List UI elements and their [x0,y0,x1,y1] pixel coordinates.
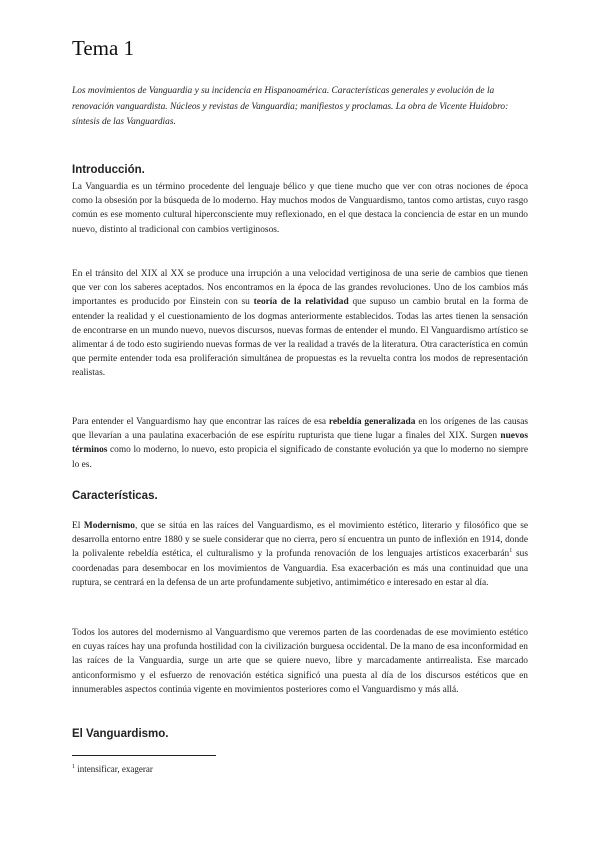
paragraph-text: , que se sitúa en las raíces del Vanguardismo, es el movimiento estético, literario y filosófico que se desarrolla entorno entre 1880 y se suele considerar que no cierra, pero sí encuentra un punto de inflexión en 1914, donde la polivalente rebeldía estética, el culturalismo y la profunda renovación de los lenguajes artísticos exacerbarán [72,521,529,560]
paragraph-text: como lo moderno, lo nuevo, esto propicia el significado de constante evolución ya que lo moderno no siempre lo es. [72,445,528,470]
paragraph-intro-3 [72,415,528,472]
paragraph-intro-1: La Vanguardia es un término procedente del lenguaje bélico y que tiene mucho que ver con otras nociones de época como la obsesión por la búsqueda de lo moderno. Hay muchos modos de Vanguardismo, tantos como artistas, cuyo rasgo común es ese momento cultural hiperconsciente muy reflexionado, en el que destaca la conciencia de estar en un mundo nuevo, distinto al tradicional con cambios vertiginosos. [72,182,528,235]
footnote-mark: 1 [72,764,75,770]
bold-term-relativity: teoría de la relatividad [253,297,349,308]
bold-term-modernism: Modernismo [83,521,135,531]
paragraph-text: que supuso un cambio brutal en la forma de entender la realidad y el cuestionamiento de los dogmas anteriormente establecidos. Todas las artes tienen la sensación de encontrarse en un mundo nuevo, nuevos discursos, nuevas formas de entender el mundo. El Vanguardismo artístico se alimentar á de todo esto sugiriendo nuevas formas de ver la realidad a través de la literatura. Otra característica en común que permite entender toda esa proliferación simultánea de propuestas es la revuelta contra los modos de representación realistas. [72,297,528,379]
paragraph-text: sus coordenadas para desembocar en los movimientos de Vanguardia. Esa exacerbación es más una continuidad que una ruptura, se centrará en la defensa de un arte profundamente subjetivo, antimimético e interesado en estar al día. [72,549,528,588]
paragraph-intro-2 [72,267,528,381]
paragraph-features-1 [72,519,528,590]
footnote-text: intensificar, exagerar [75,764,153,774]
paragraph-features-2: Todos los autores del modernismo al Vanguardismo que veremos parten de las coordenadas de ese movimiento estético en cuyas raíces hay una profunda hostilidad con la civilización burguesa occidental. De la mano de esa inconformidad en las raíces de la Vanguardia, surge un arte que se quiere nuevo, libre y marcadamente antirrealista. Ese marcado anticonformismo y el esfuerzo de renovación estética significó una puesta al día de los discursos estéticos que en innumerables aspectos continúa vigente en movimientos posteriores como el Vanguardismo y más allá. [72,628,528,695]
section-heading-introduction: Introducción. [72,164,145,176]
paragraph-text: El [72,521,84,531]
paragraph-text: Para entender el Vanguardismo hay que encontrar las raíces de esa [72,417,329,427]
paragraph-text: en los orígenes de las causas que llevarían a una paulatina exacerbación de ese espíritu rupturista que tiene lugar a finales del XIX. Surgen [72,417,529,442]
topic-subtitle: Los movimientos de Vanguardia y su incidencia en Hispanoamérica. Características generales y evolución de la renovación vanguardista. Núcleos y revistas de Vanguardia; manifiestos y proclamas. La obra de Vicente Huidobro: síntesis de las Vanguardias. [72,86,509,127]
section-heading-features: Características. [72,490,158,502]
paragraph-text: En el tránsito del XIX al XX se produce una irrupción a una velocidad vertiginosa de una serie de cambios que tienen que ver con los saberes aceptados. Nos encontramos en la época de las grandes revoluciones. Uno de los cambios más importantes es producido por Einstein con su [72,269,528,308]
footnote-divider [72,755,216,756]
section-heading-vanguardism: El Vanguardismo. [72,728,169,740]
footnote-reference[interactable]: 1 [509,548,513,555]
page-title: Tema 1 [72,36,135,60]
footnote [72,764,153,774]
bold-term-new-terms: nuevos términos [72,431,528,456]
bold-term-rebellion: rebeldía generalizada [328,417,416,427]
